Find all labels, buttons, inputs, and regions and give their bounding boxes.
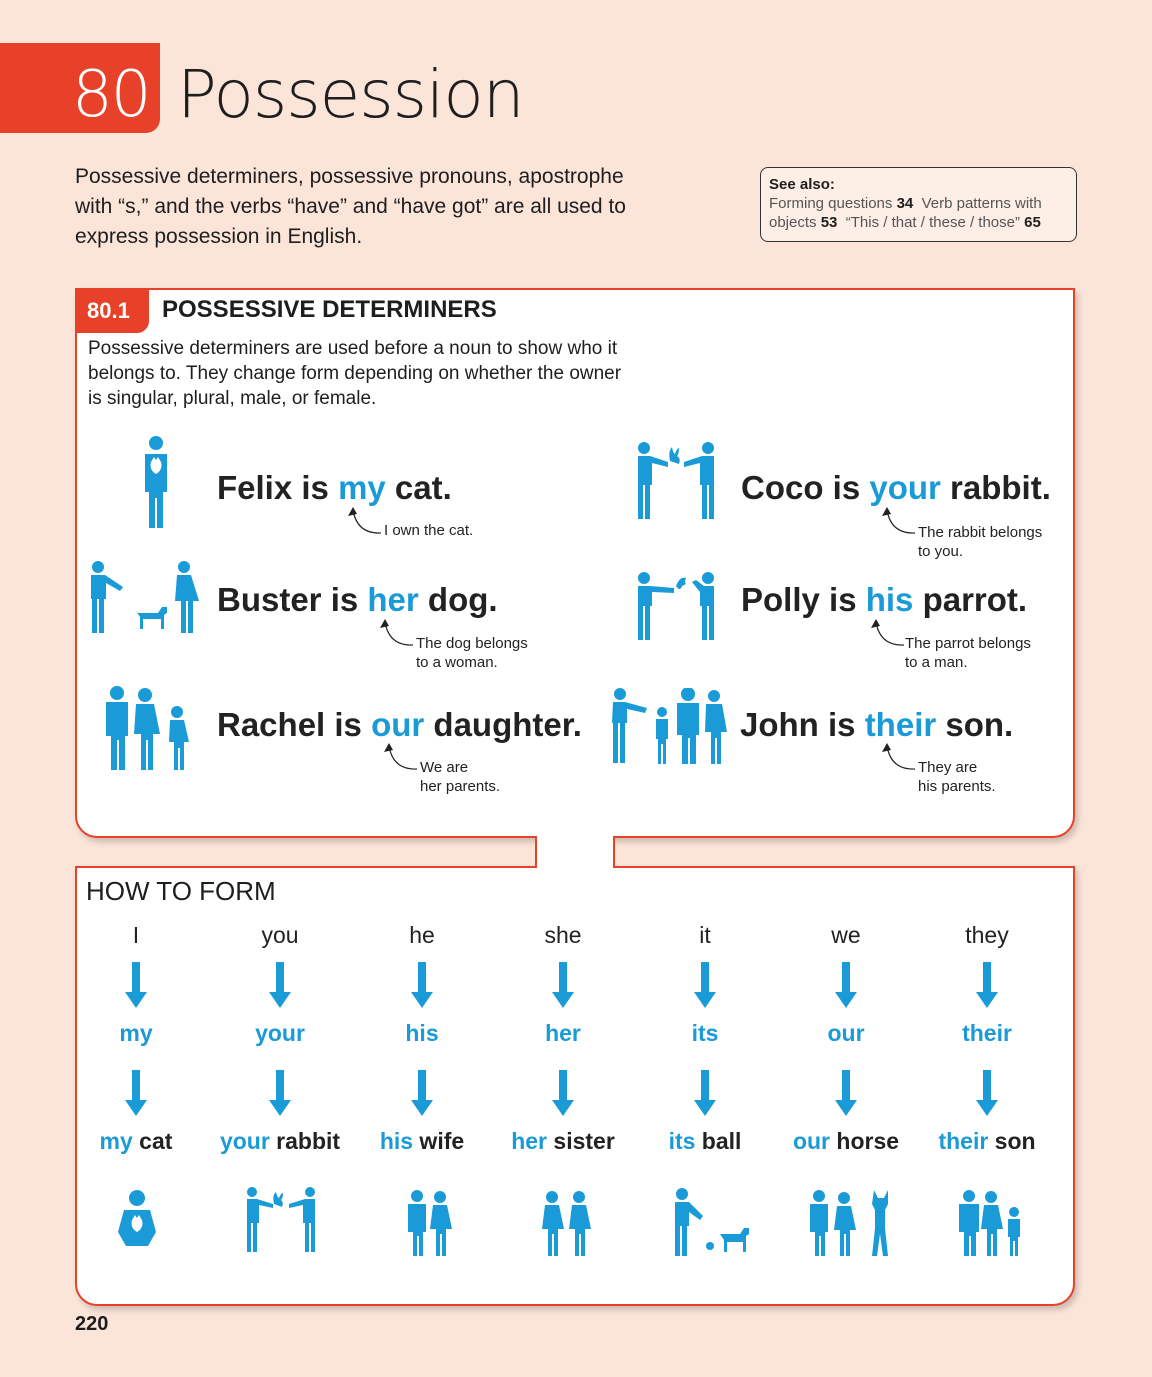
example-sentence: Coco is your rabbit. bbox=[741, 469, 1051, 506]
possessive-determiner: my bbox=[338, 469, 386, 506]
chapter-title: Possession bbox=[177, 56, 524, 133]
panel-connector-gap bbox=[537, 864, 613, 870]
pointing-at-family-icon bbox=[610, 688, 728, 764]
down-arrow-icon bbox=[835, 962, 857, 1008]
pointer-arrow-icon bbox=[377, 616, 417, 648]
man-holding-cat-icon bbox=[138, 436, 174, 528]
section-title: POSSESSIVE DETERMINERS bbox=[162, 296, 497, 323]
man-holding-cat-icon bbox=[116, 1190, 158, 1254]
possessive-determiner: your bbox=[255, 1020, 305, 1046]
down-arrow-icon bbox=[552, 962, 574, 1008]
couple-with-horse-icon bbox=[808, 1190, 894, 1256]
possessive-determiner: her bbox=[545, 1020, 581, 1046]
down-arrow-icon bbox=[125, 962, 147, 1008]
down-arrow-icon bbox=[411, 1070, 433, 1116]
possessive-determiner: their bbox=[864, 706, 937, 743]
form-column-you bbox=[210, 922, 350, 1155]
example-note: They are his parents. bbox=[918, 759, 996, 795]
down-arrow-icon bbox=[552, 1070, 574, 1116]
example-note: We are her parents. bbox=[420, 759, 501, 795]
example-phrase: his wife bbox=[379, 1128, 465, 1154]
example-sentence: Buster is her dog. bbox=[217, 581, 498, 618]
intro-paragraph: Possessive determiners, possessive pronouns, apostrophe with “s,” and the verbs “have” and “have got” are all used to express possession in English. bbox=[75, 165, 626, 248]
pronoun: he bbox=[409, 922, 435, 948]
possessive-determiner: your bbox=[869, 469, 941, 506]
sisters-icon bbox=[540, 1190, 592, 1256]
parents-with-daughter-icon bbox=[103, 686, 191, 770]
down-arrow-icon bbox=[976, 962, 998, 1008]
family-icon bbox=[957, 1190, 1023, 1256]
see-also-item-text[interactable]: Verb patterns with objects bbox=[769, 195, 1042, 231]
example-phrase: your rabbit bbox=[219, 1128, 341, 1154]
example-note: The rabbit belongs to you. bbox=[918, 524, 1043, 560]
possessive-determiner: our bbox=[371, 706, 425, 743]
example-sentence: John is their son. bbox=[740, 706, 1014, 743]
pronoun: she bbox=[544, 922, 582, 948]
example-phrase: their son bbox=[938, 1128, 1036, 1154]
down-arrow-icon bbox=[125, 1070, 147, 1116]
possessive-determiner: our bbox=[827, 1020, 865, 1046]
giving-rabbit-icon bbox=[244, 1186, 318, 1256]
how-to-form-title: HOW TO FORM bbox=[86, 876, 276, 906]
down-arrow-icon bbox=[411, 962, 433, 1008]
pronoun: they bbox=[965, 922, 1009, 948]
pointer-arrow-icon bbox=[868, 616, 908, 648]
possessive-determiner: my bbox=[119, 1020, 153, 1046]
pronoun: it bbox=[699, 922, 711, 948]
example-phrase: her sister bbox=[511, 1128, 615, 1154]
example-note: The dog belongs to a woman. bbox=[416, 635, 528, 671]
pronoun: we bbox=[831, 922, 861, 948]
see-also-item-page[interactable]: 53 bbox=[820, 214, 838, 231]
pointer-arrow-icon bbox=[381, 740, 421, 772]
example-phrase: our horse bbox=[792, 1128, 900, 1154]
see-also-item-page[interactable]: 34 bbox=[896, 195, 914, 212]
see-also-title: See also: bbox=[769, 176, 835, 193]
form-column-i bbox=[66, 922, 206, 1155]
possessive-determiner: his bbox=[405, 1020, 439, 1046]
example-sentence: Polly is his parrot. bbox=[741, 581, 1028, 618]
pronoun: I bbox=[132, 922, 140, 948]
chapter-number: 80 bbox=[72, 58, 150, 132]
possessive-determiner: their bbox=[962, 1020, 1012, 1046]
section-description: Possessive determiners are used before a noun to show who it belongs to. They change form depending on whether the owner is singular, plural, male, or female. bbox=[88, 338, 622, 409]
pointer-arrow-icon bbox=[879, 504, 919, 536]
pointer-arrow-icon bbox=[879, 740, 919, 772]
dog-with-ball-icon bbox=[672, 1188, 752, 1256]
form-column-we bbox=[776, 922, 916, 1155]
see-also-box bbox=[760, 167, 1077, 242]
possessive-determiner: her bbox=[367, 581, 419, 618]
couple-icon bbox=[406, 1190, 452, 1256]
down-arrow-icon bbox=[269, 1070, 291, 1116]
pronoun: you bbox=[261, 922, 299, 948]
giving-rabbit-icon bbox=[636, 441, 716, 523]
see-also-item-text[interactable]: Forming questions bbox=[769, 195, 897, 212]
down-arrow-icon bbox=[269, 962, 291, 1008]
pointer-arrow-icon bbox=[345, 504, 385, 536]
possessive-determiner: its bbox=[691, 1020, 719, 1046]
example-sentence: Rachel is our daughter. bbox=[217, 706, 582, 743]
see-also-item-text[interactable]: “This / that / these / those” bbox=[845, 214, 1025, 231]
connector-border-right bbox=[613, 836, 615, 868]
example-sentence: Felix is my cat. bbox=[217, 469, 452, 506]
section-number: 80.1 bbox=[75, 289, 149, 333]
woman-with-dog-icon bbox=[88, 561, 204, 633]
man-with-parrot-icon bbox=[636, 572, 716, 642]
down-arrow-icon bbox=[694, 1070, 716, 1116]
form-column-she bbox=[493, 922, 633, 1155]
form-column-they bbox=[917, 922, 1057, 1155]
example-note: I own the cat. bbox=[384, 522, 474, 539]
form-column-it bbox=[635, 922, 775, 1155]
down-arrow-icon bbox=[694, 962, 716, 1008]
down-arrow-icon bbox=[976, 1070, 998, 1116]
page-number: 220 bbox=[75, 1313, 109, 1335]
example-note: The parrot belongs to a man. bbox=[905, 635, 1031, 671]
form-column-he bbox=[352, 922, 492, 1155]
possessive-determiner: his bbox=[865, 581, 914, 618]
example-phrase: my cat bbox=[99, 1128, 173, 1154]
down-arrow-icon bbox=[835, 1070, 857, 1116]
see-also-item-page[interactable]: 65 bbox=[1024, 214, 1041, 231]
example-phrase: its ball bbox=[668, 1128, 742, 1154]
